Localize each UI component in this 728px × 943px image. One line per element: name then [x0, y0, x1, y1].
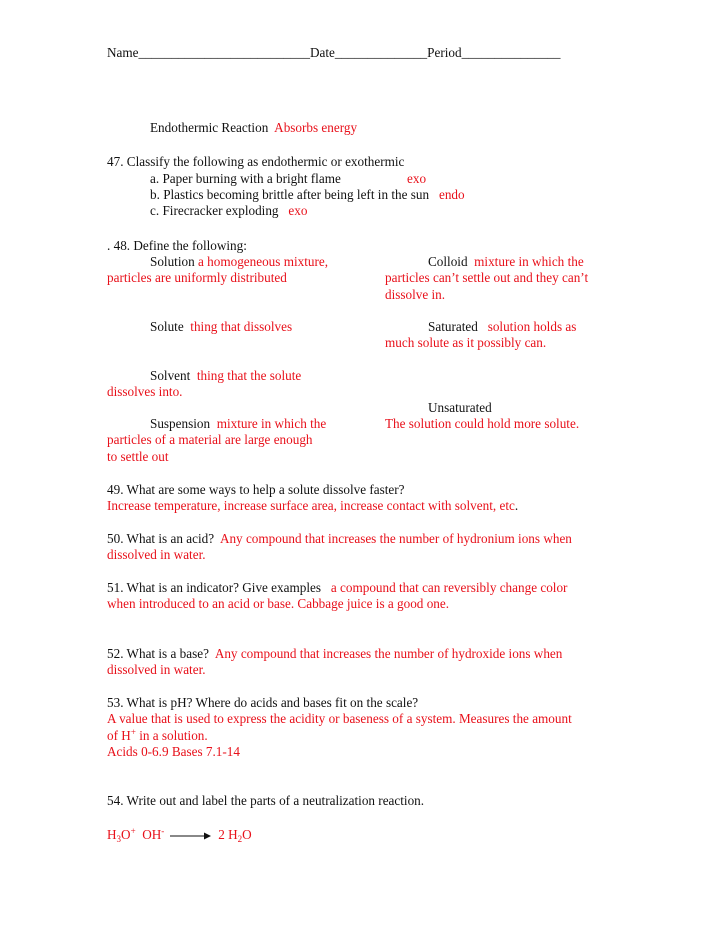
reactant-minus: -: [161, 826, 165, 836]
saturated-def1: solution holds as: [487, 319, 577, 334]
q51-answer1: a compound that can reversibly change color: [330, 580, 568, 595]
q52-question: 52. What is a base?: [107, 646, 209, 661]
colloid-def3: dissolve in.: [385, 287, 446, 302]
q52-line1: [107, 645, 562, 662]
saturated-term: Saturated: [428, 319, 478, 334]
q47-a-text: a. Paper burning with a bright flame: [150, 171, 341, 186]
reactant-sub3: 3: [116, 834, 122, 844]
saturated-def2: much solute as it possibly can.: [385, 335, 547, 350]
period-field[interactable]: Period_______________: [427, 45, 561, 60]
colloid-term: Colloid: [428, 254, 468, 269]
reactant-h: H: [107, 827, 117, 842]
suspension-term: Suspension: [150, 416, 211, 431]
q50-answer2: dissolved in water.: [107, 547, 206, 562]
solvent-term: Solvent: [150, 368, 191, 383]
endothermic-answer: Absorbs energy: [274, 120, 358, 135]
q51-answer2: when introduced to an acid or base. Cabbage juice is a good one.: [107, 596, 450, 611]
unsaturated-def: The solution could hold more solute.: [385, 416, 580, 431]
solvent-def2: dissolves into.: [107, 384, 183, 399]
q53-answer2-sup: +: [130, 727, 136, 737]
solution-def1: a homogeneous mixture,: [198, 254, 329, 269]
colloid-def2: particles can’t settle out and they can’t: [385, 270, 589, 285]
suspension-line1: [150, 415, 326, 432]
q54-question: 54. Write out and label the parts of a neutralization reaction.: [107, 793, 425, 808]
q47-b-answer: endo: [438, 187, 465, 202]
saturated-line1: [428, 318, 576, 335]
product-o: O: [242, 827, 252, 842]
q49-answer: Increase temperature, increase surface area, increase contact with solvent, etc: [107, 498, 515, 513]
q47-c-answer: exo: [288, 203, 308, 218]
solution-def2: particles are uniformly distributed: [107, 270, 287, 285]
q47-a-answer: exo: [407, 171, 427, 186]
q53-answer1: A value that is used to express the acidity or baseness of a system. Measures the amount: [107, 711, 572, 726]
q47-question: 47. Classify the following as endothermic or exothermic: [107, 154, 405, 169]
solute-line: [150, 318, 292, 335]
q47-b-line: [150, 186, 465, 203]
q53-question: 53. What is pH? Where do acids and bases fit on the scale?: [107, 695, 419, 710]
suspension-def1: mixture in which the: [216, 416, 327, 431]
q50-line1: [107, 530, 572, 547]
name-field[interactable]: Name__________________________: [107, 45, 310, 60]
endothermic-line: [150, 119, 357, 136]
q47-c-line: [150, 202, 307, 219]
endothermic-term: Endothermic Reaction: [150, 120, 269, 135]
q47-b-text: b. Plastics becoming brittle after being left in the sun: [150, 187, 430, 202]
q50-answer1: Any compound that increases the number of hydronium ions when: [219, 531, 572, 546]
solute-def: thing that dissolves: [190, 319, 293, 334]
product-coef: 2 H: [218, 827, 238, 842]
q49-answer-line: [107, 497, 518, 514]
solute-term: Solute: [150, 319, 184, 334]
q48-question: . 48. Define the following:: [107, 238, 247, 253]
date-field[interactable]: Date______________: [309, 45, 428, 60]
product-sub: 2: [237, 834, 243, 844]
q49-period: .: [514, 498, 519, 513]
header-line: [107, 44, 561, 61]
reactant-plus: +: [130, 826, 136, 836]
q53-answer3: Acids 0-6.9 Bases 7.1-14: [107, 744, 240, 759]
reactant-oh: OH: [142, 827, 162, 842]
solvent-line1: [150, 367, 301, 384]
q50-question: 50. What is an acid?: [107, 531, 215, 546]
colloid-line1: [428, 253, 584, 270]
q51-question: 51. What is an indicator? Give examples: [107, 580, 321, 595]
q49-question: 49. What are some ways to help a solute dissolve faster?: [107, 482, 405, 497]
q51-line1: [107, 579, 567, 596]
q52-answer1: Any compound that increases the number of hydroxide ions when: [214, 646, 563, 661]
neutralization-equation: [107, 826, 252, 845]
colloid-def1: mixture in which the: [474, 254, 584, 269]
solution-line1: [150, 253, 328, 270]
solvent-def1: thing that the solute: [196, 368, 302, 383]
q53-answer2-post: in a solution.: [135, 728, 208, 743]
unsaturated-term: Unsaturated: [428, 400, 492, 415]
reactant-o: O: [121, 827, 131, 842]
solution-term: Solution: [150, 254, 195, 269]
q47-c-text: c. Firecracker exploding: [150, 203, 279, 218]
suspension-def2: particles of a material are large enough: [107, 432, 313, 447]
suspension-def3: to settle out: [107, 449, 169, 464]
q53-answer2-pre: of H: [107, 728, 131, 743]
reaction-arrow-icon: [168, 831, 212, 841]
q52-answer2: dissolved in water.: [107, 662, 206, 677]
